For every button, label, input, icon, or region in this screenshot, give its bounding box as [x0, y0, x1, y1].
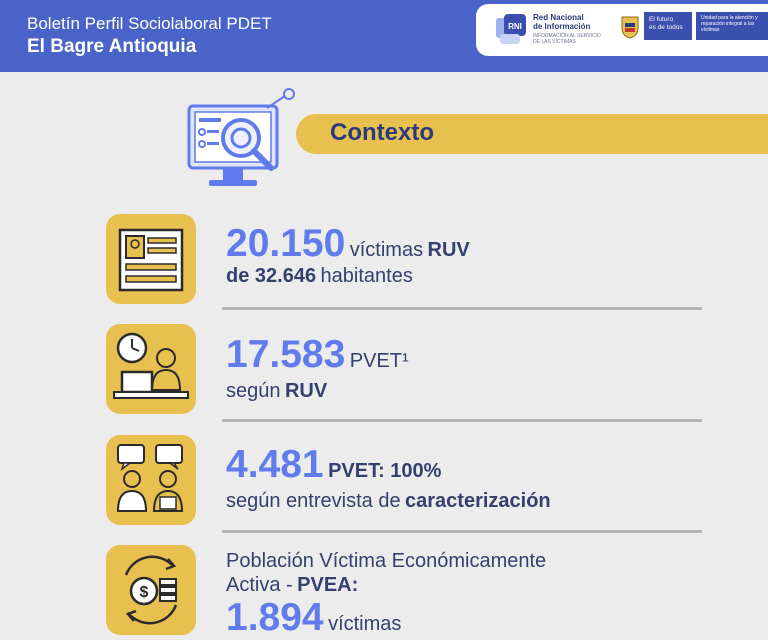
rni-mark-text: RNI: [508, 22, 522, 31]
rni-title: Red Nacional de Información: [533, 13, 591, 31]
svg-text:$: $: [139, 584, 149, 601]
interview-people-icon: [106, 435, 196, 525]
coat-of-arms-icon: [619, 14, 641, 40]
stat-4-line3: 1.894 víctimas: [226, 596, 402, 639]
logos-panel: [476, 4, 768, 56]
stat-4-number: 1.894: [226, 596, 324, 639]
stat-1-number: 20.150: [226, 222, 346, 265]
rni-logo-icon: [494, 12, 528, 46]
monitor-search-icon: [185, 86, 300, 201]
stat-3-line2: según entrevista de caracterización: [226, 490, 551, 512]
stat-2-line2: según RUV: [226, 380, 328, 402]
victims-unit-label: Unidad para la atención y reparación integral a las víctimas: [696, 12, 768, 40]
section-title: Contexto: [330, 119, 434, 146]
id-document-icon: [106, 214, 196, 304]
interview-icon-tile: [106, 435, 196, 525]
rni-subtitle: INFORMACIÓN AL SERVICIO DE LAS VÍCTIMAS: [533, 33, 601, 45]
stat-3-line1: 4.481 PVET: 100%: [226, 443, 442, 486]
divider: [222, 307, 702, 310]
stat-1-line1: 20.150 víctimas RUV: [226, 222, 470, 265]
worker-icon-tile: [106, 324, 196, 414]
stat-1-line2: de 32.646 habitantes: [226, 265, 413, 287]
bulletin-title: Boletín Perfil Sociolaboral PDET: [27, 14, 272, 33]
stat-2-number: 17.583: [226, 333, 346, 376]
money-cycle-icon: [106, 545, 196, 635]
stat-4-line1: Población Víctima Económicamente: [226, 550, 547, 572]
clock-worker-icon: [106, 324, 196, 414]
stat-2-line1: 17.583 PVET¹: [226, 333, 409, 376]
stat-4-line2: Activa - PVEA:: [226, 574, 359, 596]
divider: [222, 419, 702, 422]
divider: [222, 530, 702, 533]
document-icon-tile: [106, 214, 196, 304]
money-icon-tile: [106, 545, 196, 635]
gov-slogan: El futuro es de todos: [644, 12, 692, 40]
stat-3-number: 4.481: [226, 443, 324, 486]
header-banner: [0, 0, 768, 72]
municipality-title: El Bagre Antioquia: [27, 36, 197, 57]
